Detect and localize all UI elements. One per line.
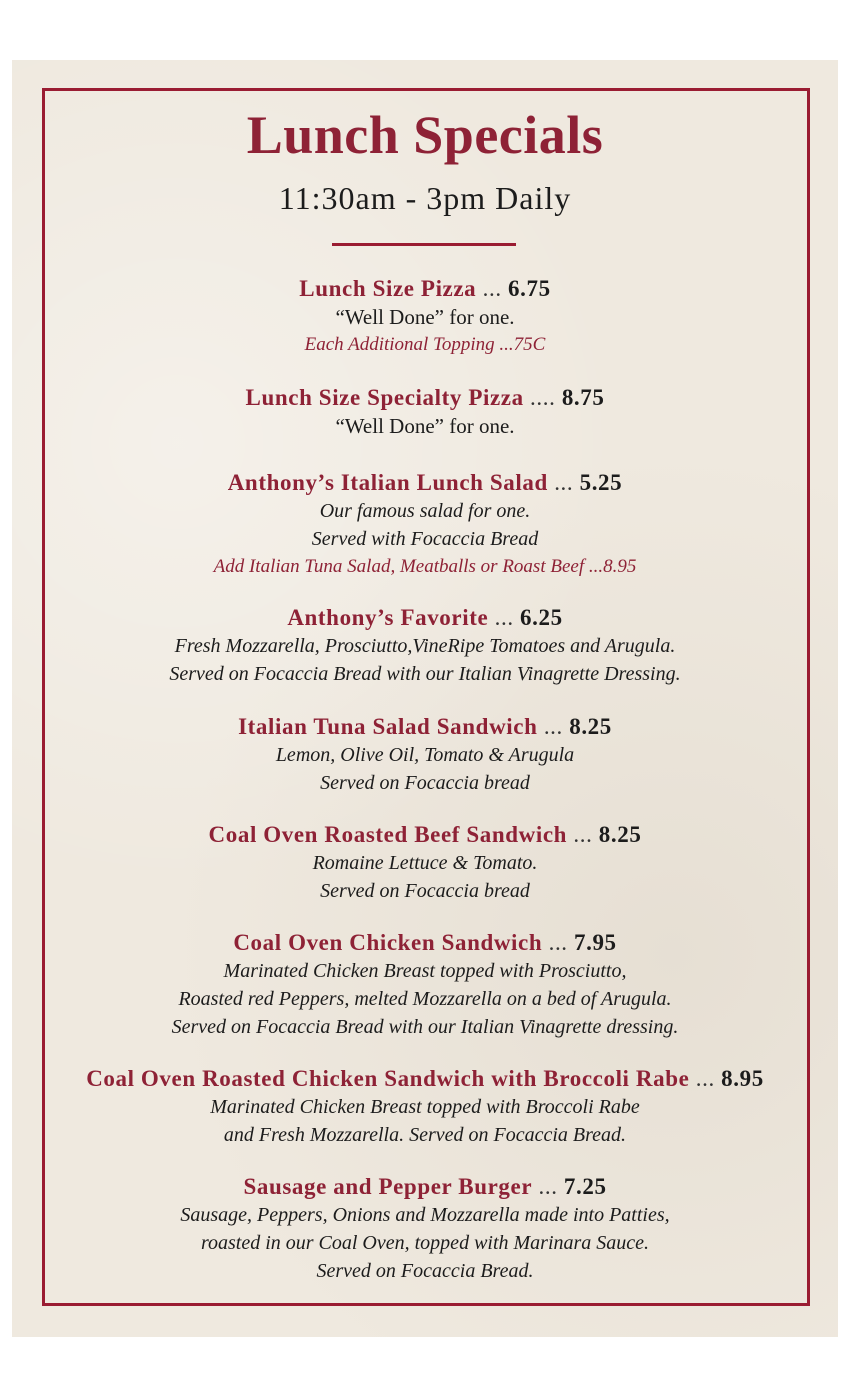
item-heading — [0, 275, 850, 303]
item-dots: ... — [532, 1174, 564, 1199]
menu-item — [0, 384, 850, 440]
item-name: Lunch Size Specialty Pizza — [245, 385, 524, 410]
menu-item — [0, 821, 850, 905]
item-dots: ... — [488, 605, 521, 630]
divider — [332, 243, 516, 246]
item-heading — [0, 384, 850, 412]
item-name: Coal Oven Roasted Chicken Sandwich with Broccoli Rabe — [86, 1066, 690, 1091]
item-description: roasted in our Coal Oven, topped with Marinara Sauce. — [200, 1232, 650, 1254]
item-description: “Well Done” for one. — [335, 305, 515, 329]
item-description: Served on Focaccia bread — [320, 880, 530, 902]
item-description: “Well Done” for one. — [335, 414, 515, 438]
item-description: Fresh Mozzarella, Prosciutto,VineRipe Tomatoes and Arugula. — [174, 635, 676, 657]
item-addon-note: Each Additional Topping ...75C — [304, 334, 546, 355]
item-name: Italian Tuna Salad Sandwich — [238, 714, 538, 739]
menu-hours: 11:30am - 3pm Daily — [278, 180, 572, 216]
menu-item — [0, 929, 850, 1041]
item-price: 8.75 — [561, 385, 605, 410]
item-name: Anthony’s Italian Lunch Salad — [227, 470, 548, 495]
item-description: Served with Focaccia Bread — [311, 528, 539, 550]
item-heading — [0, 1173, 850, 1201]
item-description: Served on Focaccia Bread with our Italian Vinagrette dressing. — [171, 1016, 679, 1038]
item-addon-note: Add Italian Tuna Salad, Meatballs or Roast Beef ...8.95 — [213, 556, 637, 577]
item-price: 7.25 — [563, 1174, 607, 1199]
item-description: Served on Focaccia bread — [320, 772, 530, 794]
item-description: Our famous salad for one. — [319, 500, 531, 522]
item-heading — [0, 821, 850, 849]
item-name: Lunch Size Pizza — [299, 276, 477, 301]
item-description: Marinated Chicken Breast topped with Prosciutto, — [223, 960, 627, 982]
menu-item — [0, 275, 850, 359]
item-name: Coal Oven Roasted Beef Sandwich — [208, 822, 568, 847]
item-heading — [0, 1065, 850, 1093]
item-heading — [0, 604, 850, 632]
item-description: Sausage, Peppers, Onions and Mozzarella made into Patties, — [180, 1204, 670, 1226]
item-price: 6.25 — [520, 605, 563, 630]
menu-item — [0, 713, 850, 797]
item-description: Marinated Chicken Breast topped with Broccoli Rabe — [210, 1096, 640, 1118]
item-description: and Fresh Mozzarella. Served on Focaccia Bread. — [223, 1124, 627, 1146]
item-description: Romaine Lettuce & Tomato. — [312, 852, 538, 874]
menu-item — [0, 604, 850, 688]
item-price: 8.95 — [721, 1066, 764, 1091]
item-name: Coal Oven Chicken Sandwich — [233, 930, 543, 955]
item-description: Served on Focaccia Bread. — [316, 1260, 534, 1282]
menu-item — [0, 469, 850, 581]
item-price: 5.25 — [579, 470, 623, 495]
item-description: Served on Focaccia Bread with our Italian Vinagrette Dressing. — [169, 663, 681, 685]
item-dots: ... — [547, 470, 580, 495]
menu-title: Lunch Specials — [246, 105, 604, 165]
item-dots: ... — [542, 930, 574, 955]
menu-item — [0, 1065, 850, 1149]
item-dots: ... — [476, 276, 509, 301]
item-heading — [0, 929, 850, 957]
item-heading — [0, 469, 850, 497]
item-name: Sausage and Pepper Burger — [243, 1174, 533, 1199]
item-dots: .... — [523, 385, 562, 410]
item-price: 8.25 — [569, 714, 612, 739]
item-price: 7.95 — [574, 930, 617, 955]
item-dots: ... — [567, 822, 599, 847]
item-name: Anthony’s Favorite — [287, 605, 489, 630]
item-price: 8.25 — [598, 822, 642, 847]
item-description: Roasted red Peppers, melted Mozzarella on a bed of Arugula. — [178, 988, 672, 1010]
item-heading — [0, 713, 850, 741]
item-price: 6.75 — [508, 276, 551, 301]
menu-item — [0, 1173, 850, 1285]
item-description: Lemon, Olive Oil, Tomato & Arugula — [275, 744, 575, 766]
item-dots: ... — [689, 1066, 722, 1091]
item-dots: ... — [537, 714, 570, 739]
